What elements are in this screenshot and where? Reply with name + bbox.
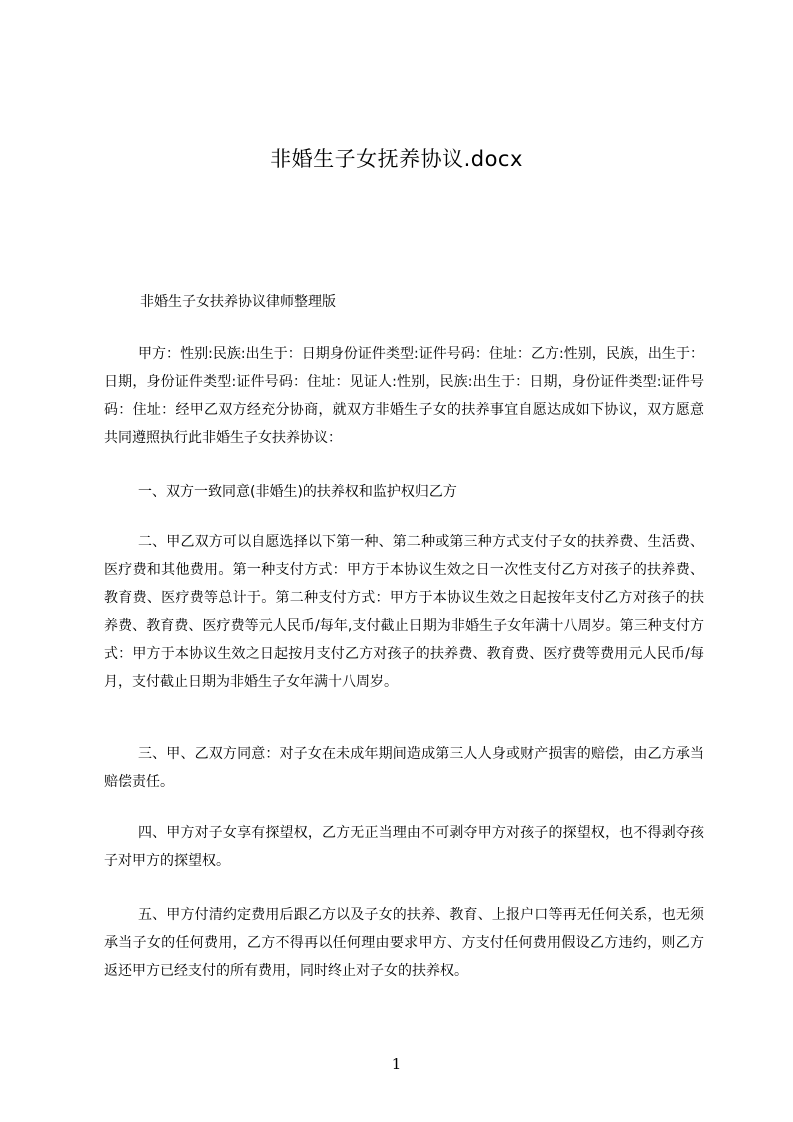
document-subtitle: 非婚生子女扶养协议律师整理版 [140, 294, 336, 310]
paragraph-clause-2: 二、甲乙双方可以自愿选择以下第一种、第二种或第三种方式支付子女的扶养费、生活费、医疗费和其他费用。第一种支付方式：甲方于本协议生效之日一次性支付乙方对孩子的扶养费、教育费、医疗费等总计于。第二种支付方式：甲方于本协议生效之日起按年支付乙方对孩子的扶养费、教育费、医疗费等元人民币/每年,支付截止日期为非婚生子女年满十八周岁。第三种支付方式：甲方于本协议生效之日起按月支付乙方对孩子的扶养费、教育费、医疗费等费用元人民币/每月，支付截止日期为非婚生子女年满十八周岁。 [104, 534, 704, 690]
document-title: 非婚生子女抚养协议.docx [270, 147, 523, 171]
page-number: 1 [391, 1055, 402, 1073]
paragraph-clause-4: 四、甲方对子女享有探望权，乙方无正当理由不可剥夺甲方对孩子的探望权，也不得剥夺孩子对甲方的探望权。 [104, 825, 704, 869]
paragraph-clause-1: 一、双方一致同意(非婚生)的扶养权和监护权归乙方 [138, 484, 457, 500]
paragraph-clause-5: 五、甲方付清约定费用后跟乙方以及子女的扶养、教育、上报户口等再无任何关系，也无须承当子女的任何费用，乙方不得再以任何理由要求甲方、方支付任何费用假设乙方违约，则乙方返还甲方已经支付的所有费用，同时终止对子女的扶养权。 [104, 907, 704, 979]
paragraph-parties: 甲方：性别:民族:出生于：日期身份证件类型:证件号码：住址：乙方:性别，民族，出生于：日期，身份证件类型:证件号码：住址：见证人:性别，民族:出生于：日期，身份证件类型:证件号码：住址：经甲乙双方经充分协商，就双方非婚生子女的扶养事宜自愿达成如下协议，双方愿意共同遵照执行此非婚生子女扶养协议： [104, 346, 704, 446]
paragraph-clause-3: 三、甲、乙双方同意：对子女在未成年期间造成第三人人身或财产损害的赔偿，由乙方承当赔偿责任。 [104, 746, 704, 790]
